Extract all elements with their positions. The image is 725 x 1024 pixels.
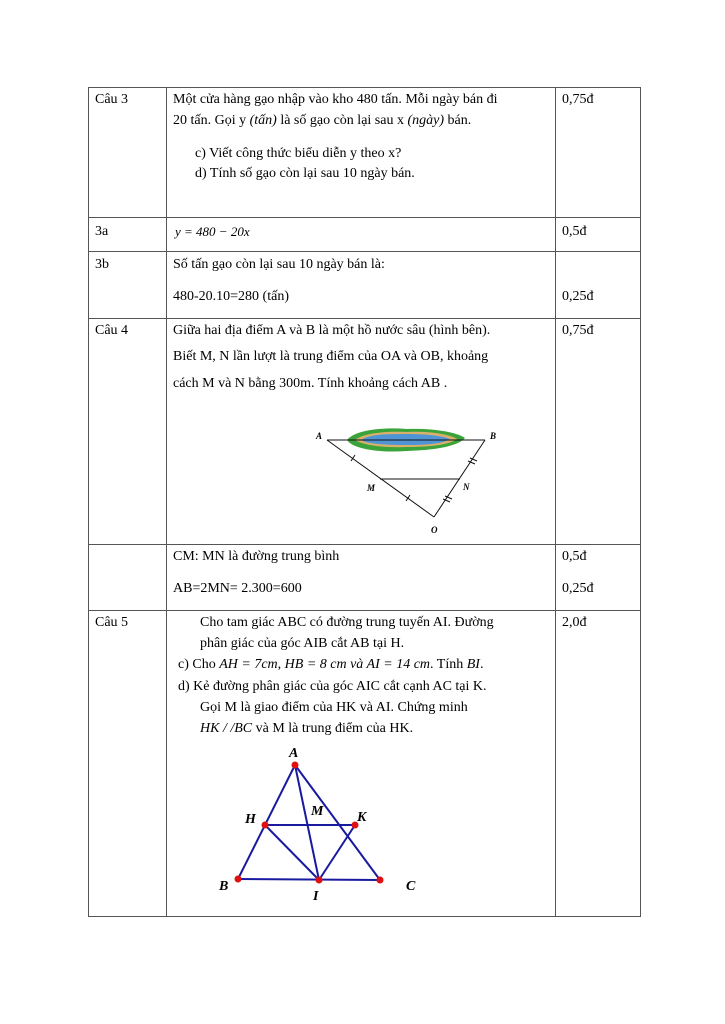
cau5-item-c-part: . Tính bbox=[430, 657, 467, 672]
cau4-answer-score2: 0,25đ bbox=[562, 581, 594, 596]
point-b bbox=[235, 876, 242, 883]
label-c: C bbox=[406, 879, 416, 894]
cau3-item-d: d) Tính số gạo còn lại sau 10 ngày bán. bbox=[195, 166, 415, 181]
cau5-item-d3-part: và M là trung điểm của HK. bbox=[252, 721, 414, 736]
cau3-line2-part: bán. bbox=[444, 113, 472, 128]
cau5-item-d3 bbox=[200, 720, 413, 738]
cau4-answer-score1: 0,5đ bbox=[562, 549, 587, 564]
cau3-line2 bbox=[173, 112, 471, 130]
cau4-answer-line1: CM: MN là đường trung bình bbox=[173, 549, 340, 564]
cau5-item-c-math: AH = 7cm, HB = 8 cm và AI = 14 cm bbox=[219, 657, 431, 672]
cau4-line3: cách M và N bằng 300m. Tính khoảng cách AB . bbox=[173, 376, 448, 391]
answer-table bbox=[88, 87, 641, 917]
label-a: A bbox=[316, 431, 323, 441]
cau5-item-d3-math: HK / /BC bbox=[200, 721, 253, 736]
row-cau4 bbox=[89, 319, 641, 545]
side-bc bbox=[238, 879, 380, 880]
cau3-line2-part: 20 tấn. Gọi y bbox=[173, 113, 250, 128]
cau5-item-c-bi: BI bbox=[466, 657, 480, 672]
row3b-line2: 480-20.10=280 (tấn) bbox=[173, 289, 289, 304]
cau5-item-c-part: . bbox=[479, 657, 484, 672]
row3b-score: 0,25đ bbox=[562, 289, 594, 304]
cau3-score: 0,75đ bbox=[562, 92, 594, 107]
cau3-label: Câu 3 bbox=[95, 92, 129, 107]
label-a: A bbox=[289, 746, 299, 761]
bisector-ik bbox=[319, 825, 355, 880]
cau4-label: Câu 4 bbox=[95, 323, 129, 338]
cau5-label: Câu 5 bbox=[95, 615, 129, 630]
row3a-score: 0,5đ bbox=[562, 224, 587, 239]
cau3-line1: Một cửa hàng gạo nhập vào kho 480 tấn. Mỗi ngày bán đi bbox=[173, 92, 498, 107]
cau4-line1: Giữa hai địa điểm A và B là một hồ nước sâu (hình bên). bbox=[173, 323, 491, 338]
label-k: K bbox=[357, 810, 367, 825]
tick-mark-mo bbox=[406, 495, 410, 501]
cau5-item-d1: d) Kẻ đường phân giác của góc AIC cắt cạnh AC tại K. bbox=[178, 679, 487, 694]
point-i bbox=[316, 877, 323, 884]
label-i: I bbox=[313, 889, 319, 904]
row-cau5 bbox=[89, 611, 641, 917]
row-3b bbox=[89, 252, 641, 319]
lake-triangle-figure bbox=[307, 424, 507, 539]
cau5-line2: phân giác của góc AIB cắt AB tại H. bbox=[200, 636, 405, 651]
cau3-unit-tan: (tấn) bbox=[249, 113, 277, 128]
cau5-item-d2: Gọi M là giao điểm của HK và AI. Chứng minh bbox=[200, 700, 468, 715]
cau4-line2: Biết M, N lần lượt là trung điểm của OA và OB, khoảng bbox=[173, 349, 489, 364]
label-m: M bbox=[311, 804, 324, 819]
row3a-formula: y = 480 − 20x bbox=[175, 224, 250, 239]
triangle-abc-figure bbox=[207, 743, 422, 915]
label-m: M bbox=[367, 483, 376, 493]
cau3-unit-ngay: (ngày) bbox=[407, 113, 445, 128]
cau5-item-c bbox=[178, 656, 483, 674]
label-h: H bbox=[245, 812, 256, 827]
cau3-line2-part: là số gạo còn lại sau x bbox=[276, 113, 408, 128]
label-n: N bbox=[463, 482, 470, 492]
row3b-label: 3b bbox=[95, 257, 109, 272]
label-o: O bbox=[431, 525, 438, 535]
cau4-answer-line2: AB=2MN= 2.300=600 bbox=[173, 581, 302, 596]
row3a-label: 3a bbox=[95, 224, 109, 239]
cau3-item-c: c) Viết công thức biểu diễn y theo x? bbox=[195, 146, 402, 161]
cau5-score: 2,0đ bbox=[562, 615, 587, 630]
cau5-item-c-part: c) Cho bbox=[178, 657, 220, 672]
cau4-score: 0,75đ bbox=[562, 323, 594, 338]
row-cau4-answer bbox=[89, 545, 641, 611]
point-c bbox=[377, 877, 384, 884]
bisector-ih bbox=[265, 825, 319, 880]
row-cau3 bbox=[89, 88, 641, 218]
row-3a bbox=[89, 218, 641, 252]
label-b: B bbox=[219, 879, 229, 894]
label-b: B bbox=[490, 431, 497, 441]
row3b-line1: Số tấn gạo còn lại sau 10 ngày bán là: bbox=[173, 257, 385, 272]
point-h bbox=[262, 822, 269, 829]
point-a bbox=[292, 762, 299, 769]
cau5-line1: Cho tam giác ABC có đường trung tuyến AI. Đường bbox=[200, 615, 494, 630]
